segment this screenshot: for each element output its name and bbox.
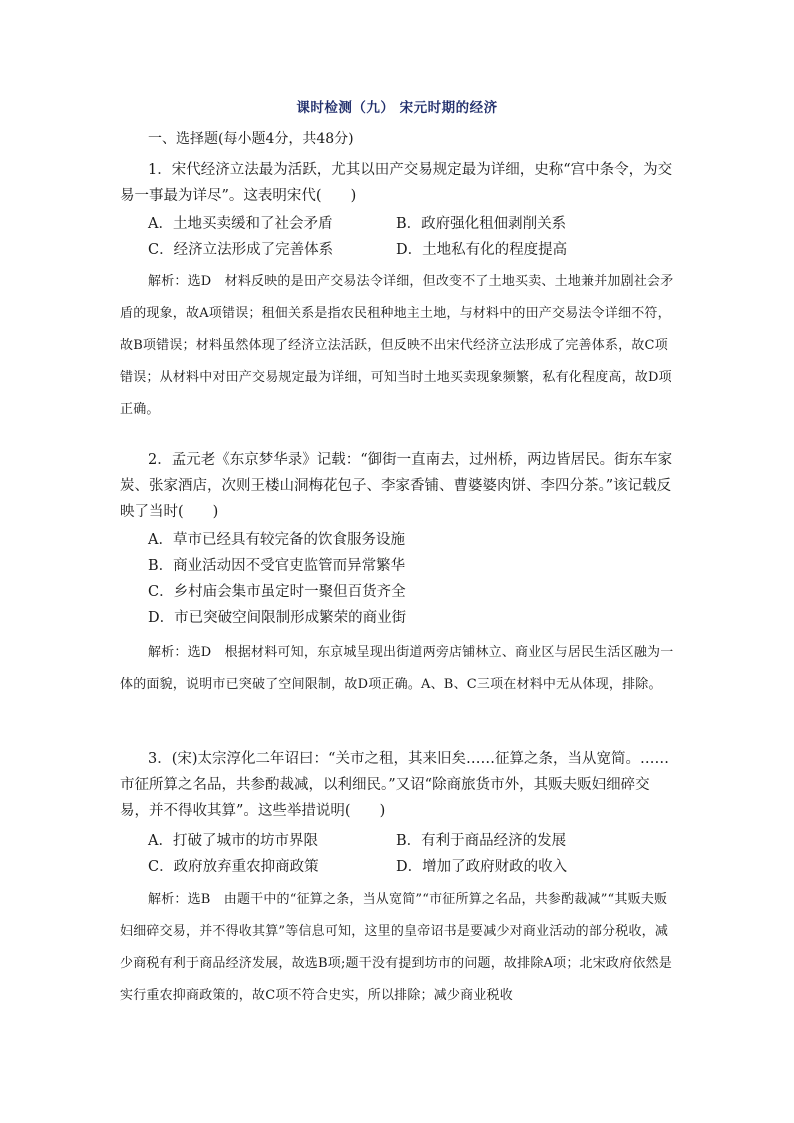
q2-option-d: D．市已突破空间限制形成繁荣的商业街 [148, 610, 407, 626]
question-3-analysis: 解析：选B 由题干中的“征算之条，当从宽简”“市征所算之名品，共参酌裁减”“其贩夫贩妇细碎交易，并不得收其算”等信息可知，这里的皇帝诏书是要减少对商业活动的部分税收，减少商税有利于商品经济发展，故选B项;题干没有提到坊市的问题，故排除A项；北宋政府依然是实行重农抑商政策的，故C项不符合史实，所以排除；减少商业税收 [120, 892, 672, 1003]
q1-option-d: D．土地私有化的程度提高 [396, 242, 568, 258]
question-2-stem: 2．孟元老《东京梦华录》记载：“御街一直南去，过州桥，两边皆居民。街东车家炭、张家酒店，次则王楼山洞梅花包子、李家香铺、曹婆婆肉饼、李四分茶。”该记载反映了当时( ) [120, 452, 673, 520]
question-1-analysis: 解析：选D 材料反映的是田产交易法令详细，但改变不了土地买卖、土地兼并加剧社会矛盾的现象，故A项错误；租佃关系是指农民租种地主土地，与材料中的田产交易法令详细不符，故B项错误；材料虽然体现了经济立法活跃，但反映不出宋代经济立法形成了完善体系，故C项错误；从材料中对田产交易规定最为详细，可知当时土地买卖现象频繁，私有化程度高，故D项正确。 [120, 274, 674, 417]
question-1-stem: 1．宋代经济立法最为活跃，尤其以田产交易规定最为详细，史称“宫中条令，为交易一事最为详尽”。这表明宋代( ) [120, 162, 673, 204]
q1-option-c: C．经济立法形成了完善体系 [148, 242, 334, 258]
q2-option-a: A．草市已经具有较完备的饮食服务设施 [148, 532, 405, 548]
q3-option-d: D．增加了政府财政的收入 [396, 859, 568, 875]
question-2-options [148, 527, 678, 631]
q3-option-a: A．打破了城市的坊市界限 [148, 833, 318, 849]
q2-option-b: B．商业活动因不受官吏监管而异常繁华 [148, 558, 406, 574]
question-2-analysis: 解析：选D 根据材料可知，东京城呈现出街道两旁店铺林立、商业区与居民生活区融为一体的面貌，说明市已突破了空间限制，故D项正确。A、B、C三项在材料中无从体现，排除。 [120, 645, 674, 692]
section-heading: 一、选择题(每小题4分，共48分) [148, 131, 354, 147]
page-title: 课时检测（九） 宋元时期的经济 [296, 100, 498, 116]
q3-option-c: C．政府放弃重农抑商政策 [148, 859, 319, 875]
question-1-options [148, 211, 678, 263]
q2-option-c: C．乡村庙会集市虽定时一聚但百货齐全 [148, 584, 406, 600]
q1-option-b: B．政府强化租佃剥削关系 [396, 216, 567, 232]
q3-option-b: B．有利于商品经济的发展 [396, 833, 567, 849]
q1-option-a: A．土地买卖缓和了社会矛盾 [148, 216, 333, 232]
question-3-stem: 3．(宋)太宗淳化二年诏曰：“关市之租，其来旧矣……征算之条，当从宽简。……市征所算之名品，共参酌裁减，以利细民。”又诏“除商旅货市外，其贩夫贩妇细碎交易，并不得收其算”。这些举措说明( ) [120, 751, 669, 819]
question-3-options [148, 828, 678, 880]
